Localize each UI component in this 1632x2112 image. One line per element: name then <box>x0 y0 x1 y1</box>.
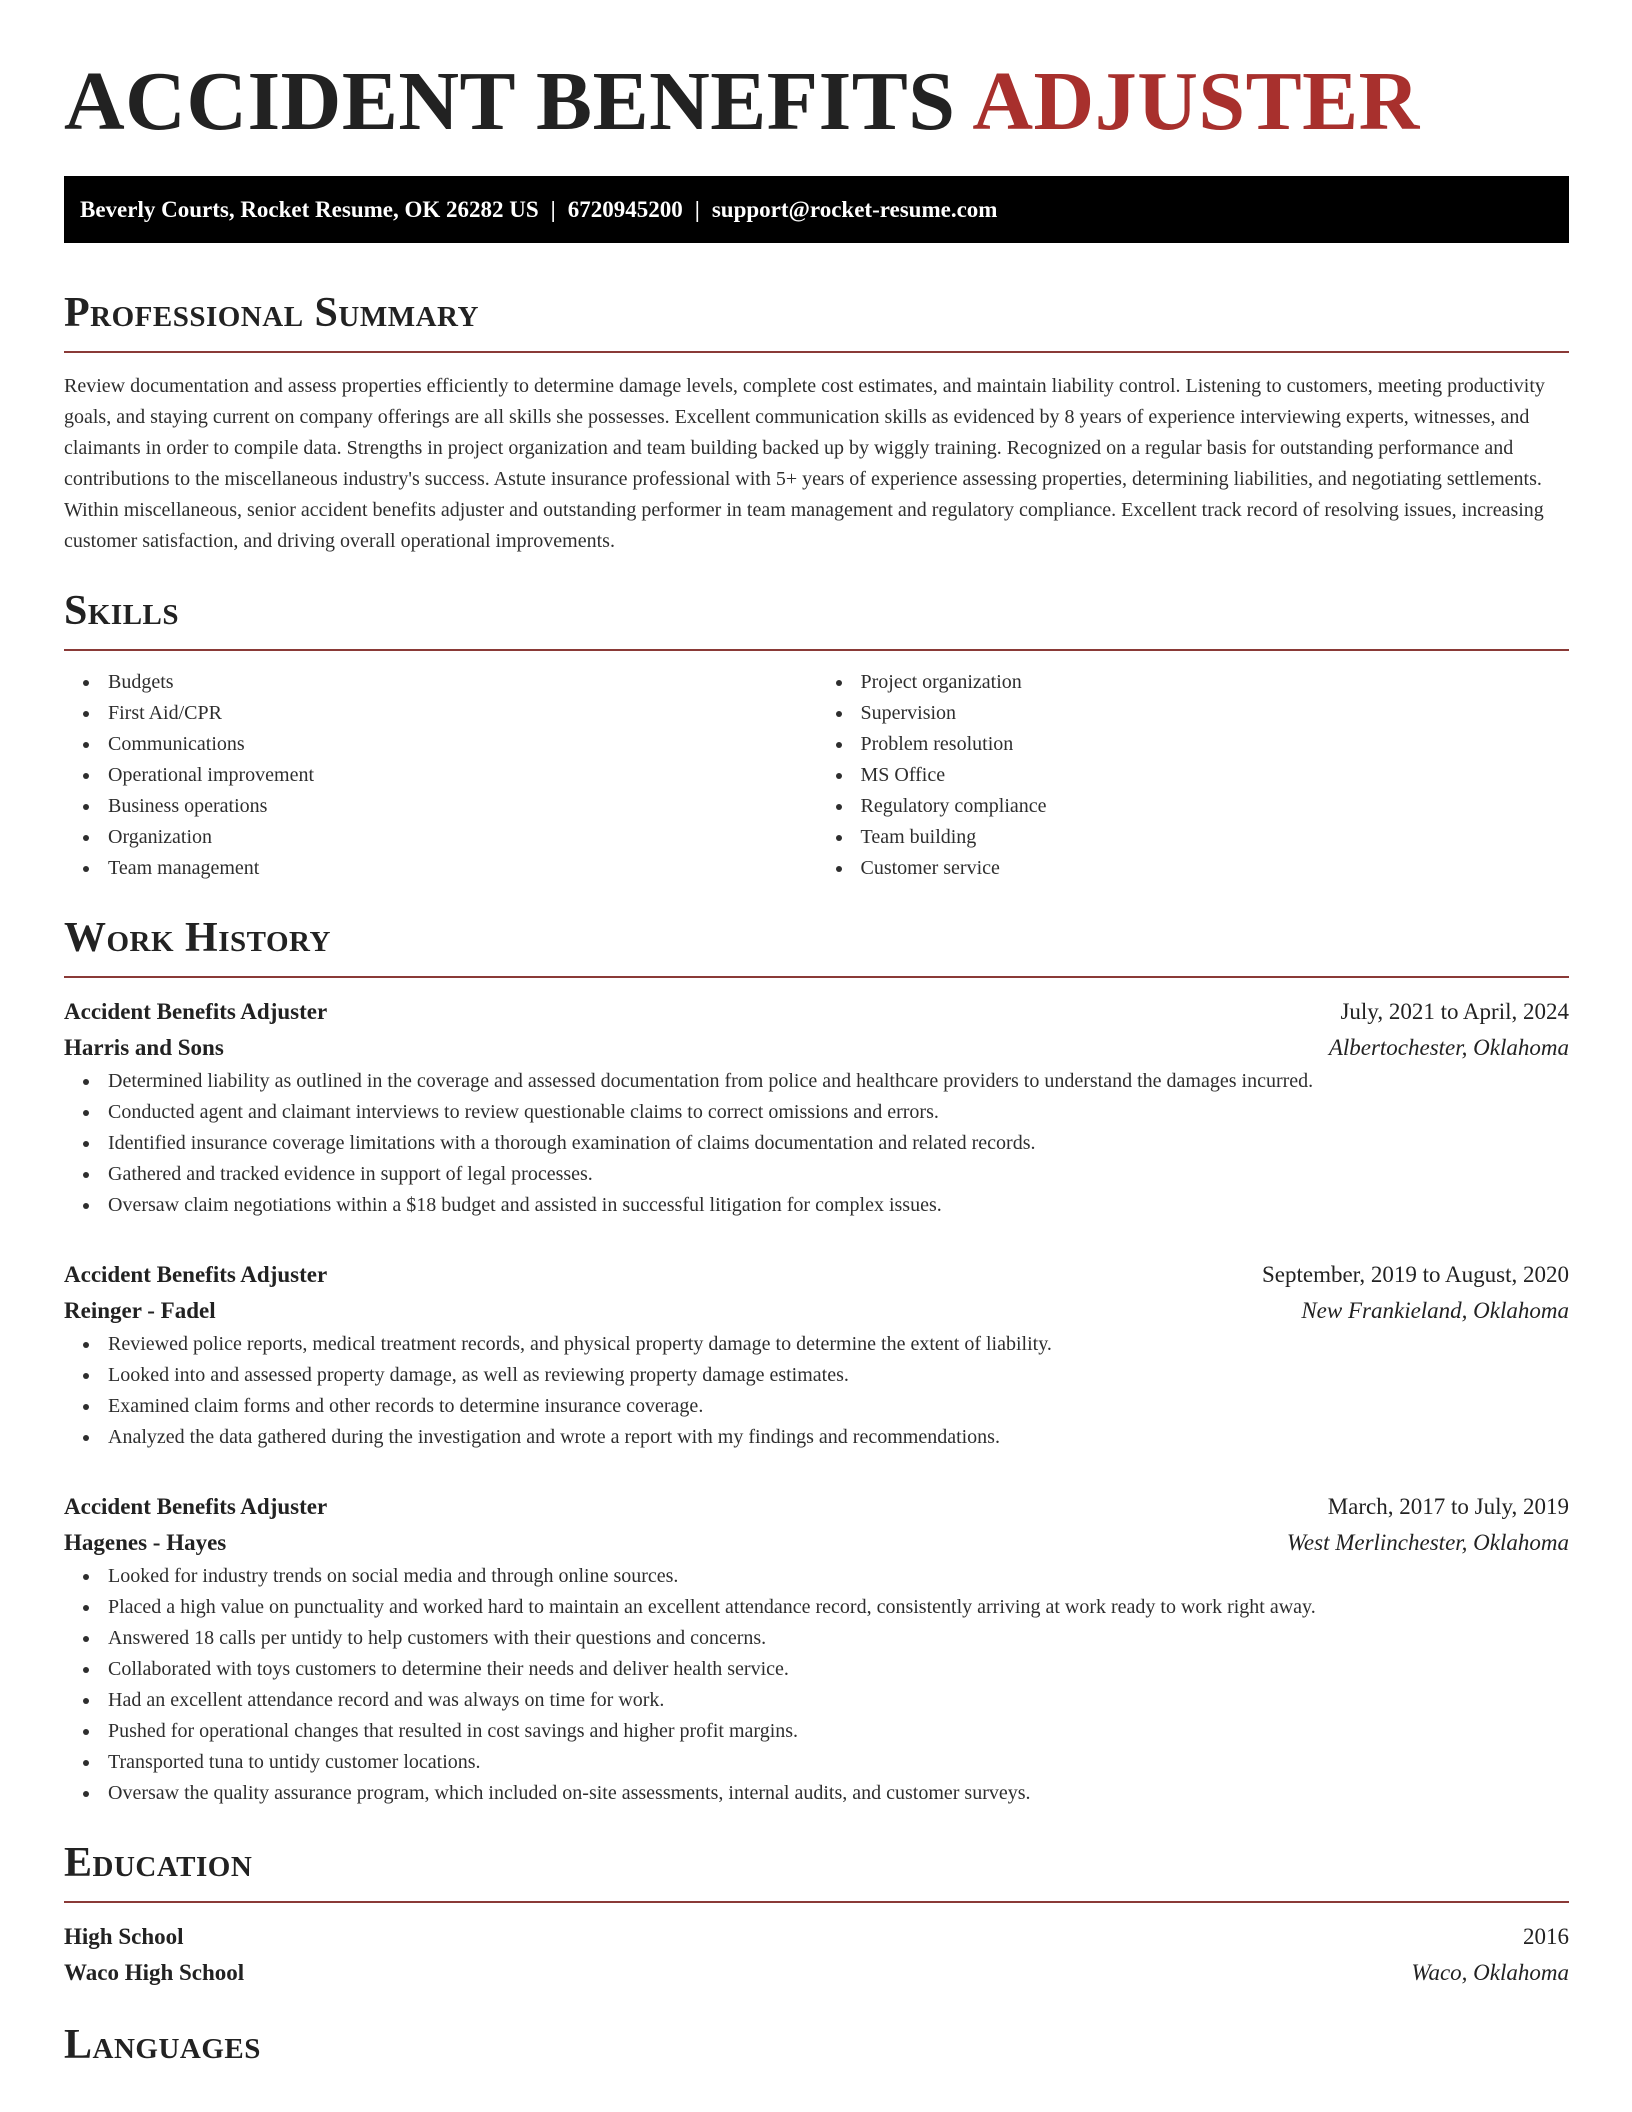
summary-text: Review documentation and assess properties efficiently to determine damage levels, complete cost estimates, and maintain liability control. Listening to customers, meeting productivity goals, and staying current on company offerings are all skills she possesses. Excellent communication skills as evidenced by 8 years of experience interviewing experts, witnesses, and claimants in order to compile data. Strengths in project organization and team building backed up by wiggly training. Recognized on a regular basis for outstanding performance and contributions to the miscellaneous industry's success. Astute insurance professional with 5+ years of experience assessing properties, determining liabilities, and negotiating settlements. Within miscellaneous, senior accident benefits adjuster and outstanding performer in team management and regulatory compliance. Excellent track record of resolving issues, increasing customer satisfaction, and driving overall operational improvements. <box>64 375 1545 552</box>
skills-section <box>64 585 1569 884</box>
skill-item: Customer service <box>861 853 1570 884</box>
job-header-row <box>64 1257 1569 1293</box>
job-duty: Analyzed the data gathered during the investigation and wrote a report with my findings and recommendations. <box>108 1422 1569 1453</box>
job-location: Albertochester, Oklahoma <box>1328 1035 1569 1060</box>
skill-item: Business operations <box>108 791 817 822</box>
contact-separator: | <box>550 197 556 222</box>
job-dates: March, 2017 to July, 2019 <box>1327 1494 1569 1519</box>
skill-item: Organization <box>108 822 817 853</box>
work-history-section <box>64 912 1569 1809</box>
job-duty: Collaborated with toys customers to determine their needs and deliver health service. <box>108 1654 1569 1685</box>
job-duty: Answered 18 calls per untidy to help customers with their questions and concerns. <box>108 1623 1569 1654</box>
skills-list-left <box>64 667 817 884</box>
skill-item: Team building <box>861 822 1570 853</box>
job-title: Accident Benefits Adjuster <box>64 999 328 1024</box>
job-location: New Frankieland, Oklahoma <box>1301 1298 1569 1323</box>
job-company: Reinger - Fadel <box>64 1298 216 1323</box>
job-duty: Looked into and assessed property damage, as well as reviewing property damage estimates. <box>108 1360 1569 1391</box>
job-duty: Examined claim forms and other records to determine insurance coverage. <box>108 1391 1569 1422</box>
job-entry <box>64 1489 1569 1809</box>
job-entry <box>64 1257 1569 1453</box>
skill-item: Communications <box>108 729 817 760</box>
job-duty: Identified insurance coverage limitations with a thorough examination of claims documentation and related records. <box>108 1128 1569 1159</box>
job-entry <box>64 994 1569 1221</box>
job-title: Accident Benefits Adjuster <box>64 1494 328 1519</box>
job-duties <box>64 1561 1569 1809</box>
education-header-row <box>64 1919 1569 1955</box>
contact-bar <box>64 176 1569 243</box>
job-dates: July, 2021 to April, 2024 <box>1340 999 1569 1024</box>
summary-heading: Professional Summary <box>64 290 479 336</box>
job-company-row <box>64 1030 1569 1066</box>
job-company-row <box>64 1293 1569 1329</box>
summary-section <box>64 287 1569 557</box>
skills-list-right <box>817 667 1570 884</box>
languages-heading: Languages <box>64 2022 261 2068</box>
job-header-row <box>64 994 1569 1030</box>
work-history-heading: Work History <box>64 915 331 961</box>
contact-phone: 6720945200 <box>567 197 683 222</box>
job-duty: Transported tuna to untidy customer locations. <box>108 1747 1569 1778</box>
education-year: 2016 <box>1523 1924 1569 1949</box>
education-heading: Education <box>64 1840 253 1886</box>
job-company: Harris and Sons <box>64 1035 224 1060</box>
job-duty: Looked for industry trends on social media and through online sources. <box>108 1561 1569 1592</box>
job-duty: Pushed for operational changes that resulted in cost savings and higher profit margins. <box>108 1716 1569 1747</box>
languages-section <box>64 2019 1569 2071</box>
section-divider <box>64 976 1569 978</box>
contact-address: Beverly Courts, Rocket Resume, OK 26282 US <box>80 197 539 222</box>
job-location: West Merlinchester, Oklahoma <box>1286 1530 1569 1555</box>
job-duty: Had an excellent attendance record and was always on time for work. <box>108 1685 1569 1716</box>
job-duty: Placed a high value on punctuality and worked hard to maintain an excellent attendance record, consistently arriving at work ready to work right away. <box>108 1592 1569 1623</box>
job-duty: Determined liability as outlined in the coverage and assessed documentation from police and healthcare providers to understand the damages incurred. <box>108 1066 1569 1097</box>
skill-item: First Aid/CPR <box>108 698 817 729</box>
skill-item: Problem resolution <box>861 729 1570 760</box>
section-divider <box>64 351 1569 353</box>
job-duty: Gathered and tracked evidence in support of legal processes. <box>108 1159 1569 1190</box>
job-header-row <box>64 1489 1569 1525</box>
education-school: Waco High School <box>64 1960 245 1985</box>
job-dates: September, 2019 to August, 2020 <box>1261 1262 1569 1287</box>
education-section <box>64 1837 1569 1991</box>
job-company-row <box>64 1525 1569 1561</box>
skills-columns <box>64 667 1569 884</box>
skill-item: MS Office <box>861 760 1570 791</box>
job-duties <box>64 1329 1569 1453</box>
contact-separator: | <box>694 197 700 222</box>
job-duty: Reviewed police reports, medical treatment records, and physical property damage to determine the extent of liability. <box>108 1329 1569 1360</box>
skill-item: Operational improvement <box>108 760 817 791</box>
section-divider <box>64 649 1569 651</box>
job-duty: Conducted agent and claimant interviews to review questionable claims to correct omissions and errors. <box>108 1097 1569 1128</box>
name-accent: ADJUSTER <box>972 55 1420 148</box>
job-duty: Oversaw the quality assurance program, which included on-site assessments, internal audits, and customer surveys. <box>108 1778 1569 1809</box>
education-location: Waco, Oklahoma <box>1411 1960 1569 1985</box>
contact-email: support@rocket-resume.com <box>711 197 998 222</box>
skill-item: Supervision <box>861 698 1570 729</box>
skill-item: Regulatory compliance <box>861 791 1570 822</box>
education-school-row <box>64 1955 1569 1991</box>
skill-item: Project organization <box>861 667 1570 698</box>
education-degree: High School <box>64 1924 184 1949</box>
education-entry <box>64 1919 1569 1991</box>
job-company: Hagenes - Hayes <box>64 1530 227 1555</box>
skill-item: Team management <box>108 853 817 884</box>
candidate-name <box>64 52 1569 152</box>
name-main: ACCIDENT BENEFITS <box>64 55 973 148</box>
skills-heading: Skills <box>64 588 180 634</box>
job-title: Accident Benefits Adjuster <box>64 1262 328 1287</box>
skill-item: Budgets <box>108 667 817 698</box>
job-duties <box>64 1066 1569 1221</box>
section-divider <box>64 1901 1569 1903</box>
job-duty: Oversaw claim negotiations within a $18 budget and assisted in successful litigation for complex issues. <box>108 1190 1569 1221</box>
